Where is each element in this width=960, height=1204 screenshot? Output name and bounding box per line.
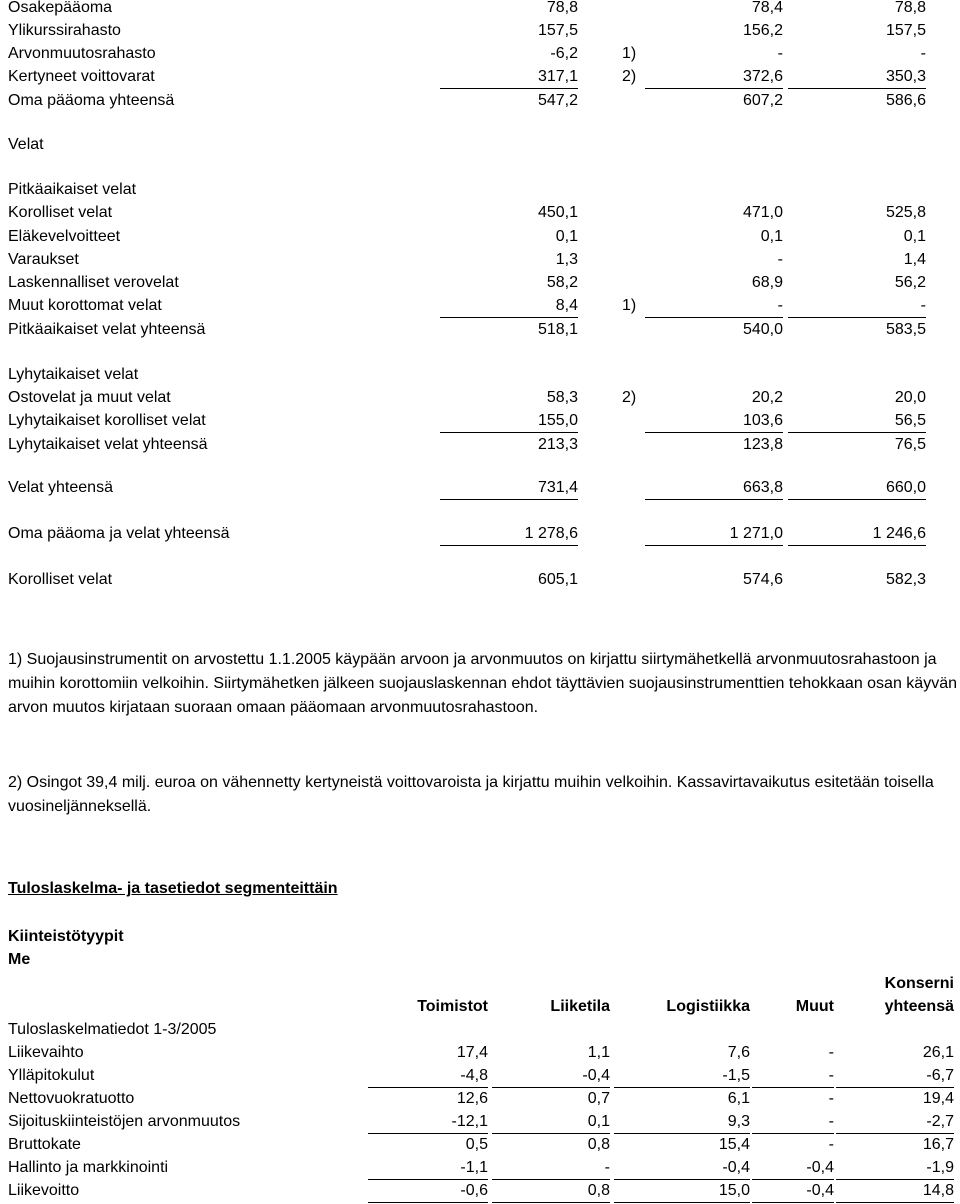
value-col3: 350,3 xyxy=(788,65,926,89)
value-col2: 574,6 xyxy=(742,571,783,588)
table-row xyxy=(0,294,960,318)
value-col2: 607,2 xyxy=(742,92,783,109)
row-label: Lyhytaikaiset velat yhteensä xyxy=(8,436,208,453)
value-toimistot: 12,6 xyxy=(456,1090,488,1107)
table-row xyxy=(0,409,960,433)
value-logistiikka: 7,6 xyxy=(727,1044,750,1061)
value-logistiikka: 15,0 xyxy=(614,1179,750,1203)
value-col1: 157,5 xyxy=(537,22,578,39)
row-label: Velat xyxy=(8,136,44,153)
value-col2: 123,8 xyxy=(742,436,783,453)
value-col1: 518,1 xyxy=(537,321,578,338)
value-col1: 0,1 xyxy=(555,228,578,245)
row-label: Pitkäaikaiset velat yhteensä xyxy=(8,321,206,338)
row-label: Lyhytaikaiset korolliset velat xyxy=(8,412,206,429)
value-col2: 0,1 xyxy=(760,228,783,245)
value-liiketila: 1,1 xyxy=(587,1044,610,1061)
table-row-grand-total xyxy=(0,522,960,546)
value-muut: - xyxy=(828,1136,834,1153)
value-liiketila: 0,7 xyxy=(587,1090,610,1107)
value-logistiikka: -0,4 xyxy=(614,1156,750,1180)
row-label: Kertyneet voittovarat xyxy=(8,68,155,85)
table-row xyxy=(0,1133,960,1157)
value-col1: 58,2 xyxy=(546,274,578,291)
section-heading xyxy=(0,133,960,157)
value-konserni: 14,8 xyxy=(836,1179,954,1203)
value-liiketila: - xyxy=(492,1156,610,1180)
value-col2: - xyxy=(777,45,783,62)
value-toimistot: -1,1 xyxy=(368,1156,488,1180)
value-col3: 76,5 xyxy=(894,436,926,453)
table-row xyxy=(0,1087,960,1111)
col-header-konserni-line2: yhteensä xyxy=(884,998,954,1015)
value-col3: 78,8 xyxy=(894,0,926,16)
row-label: Sijoituskiinteistöjen arvonmuutos xyxy=(8,1113,241,1130)
value-konserni: 19,4 xyxy=(922,1090,954,1107)
value-logistiikka: 9,3 xyxy=(614,1110,750,1134)
table-row xyxy=(0,42,960,66)
col-header-konserni-line1: Konserni xyxy=(884,975,954,992)
row-label: Muut korottomat velat xyxy=(8,297,162,314)
value-liiketila: 0,8 xyxy=(587,1136,610,1153)
table-row xyxy=(0,19,960,43)
row-label: Ostovelat ja muut velat xyxy=(8,389,171,406)
table-row xyxy=(0,1064,960,1088)
value-col2: 1 271,0 xyxy=(645,522,783,546)
table-row xyxy=(0,568,960,592)
row-label: Velat yhteensä xyxy=(8,479,113,496)
row-label: Liikevaihto xyxy=(8,1044,84,1061)
value-col3: 1,4 xyxy=(903,251,926,268)
table-row xyxy=(0,248,960,272)
value-muut: - xyxy=(828,1044,834,1061)
value-col3: 660,0 xyxy=(788,476,926,500)
row-label: Eläkevelvoitteet xyxy=(8,228,121,245)
value-col2: - xyxy=(645,294,783,318)
col-header-toimistot: Toimistot xyxy=(417,998,488,1015)
value-muut: - xyxy=(828,1090,834,1107)
table-row xyxy=(0,1110,960,1134)
value-toimistot: -0,6 xyxy=(368,1179,488,1203)
footnote-ref: 1) xyxy=(622,45,637,62)
section-heading xyxy=(0,363,960,387)
table-row xyxy=(0,271,960,295)
value-col1: 1 278,6 xyxy=(440,522,578,546)
table-row xyxy=(0,1156,960,1180)
segment-section-title: Tuloslaskelma- ja tasetiedot segmenteittäin xyxy=(8,880,338,897)
value-col3: 1 246,6 xyxy=(788,522,926,546)
value-liiketila: -0,4 xyxy=(492,1064,610,1088)
footnote-2: 2) Osingot 39,4 milj. euroa on vähennetty kertyneistä voittovaroista ja kirjattu muihin velkoihin. Kassavirtavaikutus esitetään toisella vuosineljänneksellä. xyxy=(8,774,934,815)
segment-section-label xyxy=(0,1018,960,1042)
value-col3: 582,3 xyxy=(885,571,926,588)
table-row-total xyxy=(0,89,960,113)
value-col2: 663,8 xyxy=(645,476,783,500)
value-col3: 525,8 xyxy=(885,204,926,221)
value-muut: -0,4 xyxy=(752,1179,834,1203)
value-konserni: -2,7 xyxy=(836,1110,954,1134)
value-konserni: -1,9 xyxy=(836,1156,954,1180)
value-toimistot: -12,1 xyxy=(368,1110,488,1134)
value-col3: 157,5 xyxy=(885,22,926,39)
value-col2: - xyxy=(777,251,783,268)
row-label: Bruttokate xyxy=(8,1136,81,1153)
row-label: Ylläpitokulut xyxy=(8,1067,95,1084)
value-liiketila: 0,8 xyxy=(492,1179,610,1203)
table-row xyxy=(0,225,960,249)
value-col1: 58,3 xyxy=(546,389,578,406)
row-label: Korolliset velat xyxy=(8,571,113,588)
row-label: Varaukset xyxy=(8,251,79,268)
row-label: Korolliset velat xyxy=(8,204,113,221)
segment-subtitle: Kiinteistötyypit xyxy=(8,928,124,945)
table-row-total xyxy=(0,433,960,457)
row-label: Lyhytaikaiset velat xyxy=(8,366,139,383)
col-header-liiketila: Liiketila xyxy=(550,998,610,1015)
value-col3: - xyxy=(788,294,926,318)
value-konserni: -6,7 xyxy=(836,1064,954,1088)
value-logistiikka: 6,1 xyxy=(727,1090,750,1107)
value-toimistot: 0,5 xyxy=(465,1136,488,1153)
table-row xyxy=(0,386,960,410)
value-col1: 547,2 xyxy=(537,92,578,109)
value-col2: 20,2 xyxy=(751,389,783,406)
value-muut: - xyxy=(752,1110,834,1134)
value-col2: 372,6 xyxy=(645,65,783,89)
value-col3: 583,5 xyxy=(885,321,926,338)
col-header-logistiikka: Logistiikka xyxy=(666,998,750,1015)
section-heading xyxy=(0,178,960,202)
footnote-ref: 2) xyxy=(622,68,637,85)
table-row xyxy=(0,201,960,225)
value-liiketila: 0,1 xyxy=(492,1110,610,1134)
value-col1: 213,3 xyxy=(537,436,578,453)
row-label: Arvonmuutosrahasto xyxy=(8,45,156,62)
value-col2: 156,2 xyxy=(742,22,783,39)
value-col1: 155,0 xyxy=(440,409,578,433)
table-row-total xyxy=(0,476,960,500)
value-col2: 78,4 xyxy=(751,0,783,16)
row-label: Pitkäaikaiset velat xyxy=(8,181,137,198)
footnote-ref: 1) xyxy=(622,297,637,314)
value-col1: 8,4 xyxy=(440,294,578,318)
row-label: Laskennalliset verovelat xyxy=(8,274,179,291)
value-col3: 586,6 xyxy=(885,92,926,109)
value-muut: -0,4 xyxy=(752,1156,834,1180)
row-label: Oma pääoma ja velat yhteensä xyxy=(8,525,230,542)
value-col1: 731,4 xyxy=(440,476,578,500)
value-col3: 20,0 xyxy=(894,389,926,406)
row-label: Ylikurssirahasto xyxy=(8,22,121,39)
value-col3: - xyxy=(920,45,926,62)
row-label: Nettovuokratuotto xyxy=(8,1090,135,1107)
row-label: Tuloslaskelmatiedot 1-3/2005 xyxy=(8,1021,217,1038)
footnote-ref: 2) xyxy=(622,389,637,406)
value-col2: 103,6 xyxy=(645,409,783,433)
value-col2: 68,9 xyxy=(751,274,783,291)
row-label: Liikevoitto xyxy=(8,1182,80,1199)
value-col1: 78,8 xyxy=(546,0,578,16)
value-col1: -6,2 xyxy=(550,45,578,62)
row-label: Oma pääoma yhteensä xyxy=(8,92,175,109)
row-label: Osakepääoma xyxy=(8,0,113,16)
table-row xyxy=(0,1041,960,1065)
value-logistiikka: -1,5 xyxy=(614,1064,750,1088)
table-row xyxy=(0,65,960,89)
col-header-muut: Muut xyxy=(795,998,834,1015)
table-row-total xyxy=(0,318,960,342)
value-col3: 0,1 xyxy=(903,228,926,245)
value-toimistot: -4,8 xyxy=(368,1064,488,1088)
table-row xyxy=(0,0,960,20)
value-muut: - xyxy=(752,1064,834,1088)
table-row-total xyxy=(0,1179,960,1203)
unit-label: Me xyxy=(8,951,31,968)
footnote-1: 1) Suojausinstrumentit on arvostettu 1.1.2005 käypään arvoon ja arvonmuutos on kirjattu siirtymähetkellä arvonmuutosrahastoon ja muihin korottomiin velkoihin. Siirtymähetken jälkeen suojauslaskennan ehdot täyttävien suojausinstrumenttien tehokkaan osan käyvän arvon muutos kirjataan suoraan omaan pääomaan arvonmuutosrahastoon. xyxy=(8,651,957,716)
value-col1: 605,1 xyxy=(537,571,578,588)
value-logistiikka: 15,4 xyxy=(718,1136,750,1153)
value-konserni: 16,7 xyxy=(922,1136,954,1153)
value-col1: 1,3 xyxy=(555,251,578,268)
value-toimistot: 17,4 xyxy=(456,1044,488,1061)
value-konserni: 26,1 xyxy=(922,1044,954,1061)
value-col1: 317,1 xyxy=(440,65,578,89)
value-col3: 56,5 xyxy=(788,409,926,433)
value-col2: 471,0 xyxy=(742,204,783,221)
value-col2: 540,0 xyxy=(742,321,783,338)
value-col1: 450,1 xyxy=(537,204,578,221)
value-col3: 56,2 xyxy=(894,274,926,291)
row-label: Hallinto ja markkinointi xyxy=(8,1159,169,1176)
